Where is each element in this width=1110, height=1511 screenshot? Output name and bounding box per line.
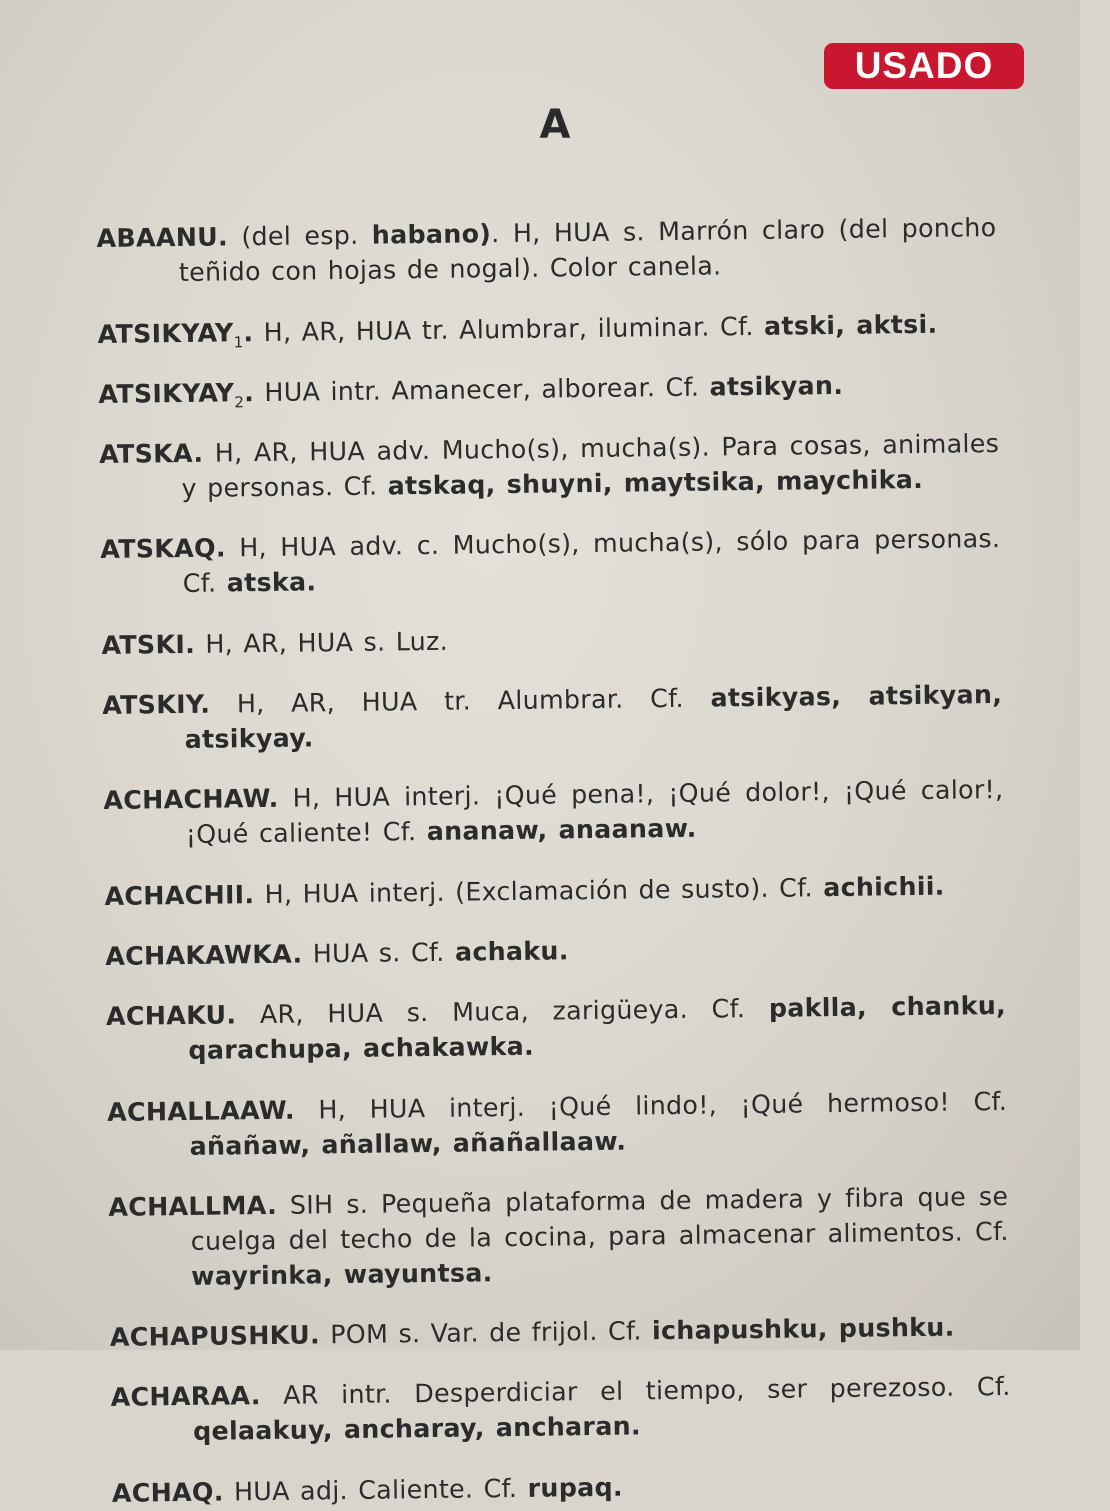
entry-headword: ACHALLAAW. xyxy=(107,1095,295,1127)
entry-definition: H, HUA adv. c. Mucho(s), mucha(s), sólo para personas. Cf. xyxy=(182,524,1001,599)
dictionary-entry xyxy=(101,617,1001,663)
entry-cross-reference: atskaq, shuyni, maytsika, maychika. xyxy=(387,465,924,501)
homonym-number: 2 xyxy=(234,393,245,412)
entry-headword: $ATSIKYAY_1$. xyxy=(97,317,254,351)
entry-cross-reference: ichapushku, pushku. xyxy=(651,1312,955,1346)
entry-headword: ACHALLMA. xyxy=(108,1190,278,1222)
dictionary-entry xyxy=(110,1309,1010,1355)
dictionary-entry xyxy=(96,210,997,291)
entry-definition: H, HUA interj. ¡Qué lindo!, ¡Qué hermoso! Cf. xyxy=(294,1086,1008,1125)
dictionary-entry xyxy=(99,426,1000,507)
entry-cross-reference: qelaakuy, ancharay, ancharan. xyxy=(192,1411,641,1447)
entry-headword: ATSKI. xyxy=(101,629,196,660)
dictionary-entry xyxy=(97,306,997,352)
entry-headword: ATSKA. xyxy=(98,438,204,470)
dictionary-entry xyxy=(102,677,1003,758)
entry-definition: HUA intr. Amanecer, alborear. Cf. xyxy=(253,372,710,407)
dictionary-entry xyxy=(105,928,1005,974)
entry-headword: $ATSIKYAY_2$. xyxy=(98,377,255,412)
entry-definition: SIH s. Pequeña plataforma de madera y fibra que se cuelga del techo de la cocina, para almacenar alimentos. Cf. xyxy=(190,1181,1009,1256)
entry-definition: AR intr. Desperdiciar el tiempo, ser perezoso. Cf. xyxy=(260,1372,1011,1411)
dictionary-entry xyxy=(107,1084,1008,1165)
homonym-number: 1 xyxy=(233,332,244,351)
entry-definition: H, HUA interj. (Exclamación de susto). Cf. xyxy=(254,872,824,909)
entry-headword: ACHAKU. xyxy=(105,1000,237,1032)
entry-headword: ATSKIY. xyxy=(102,689,211,721)
entry-definition: H, AR, HUA adv. Mucho(s), mucha(s). Para cosas, animales y personas. Cf. xyxy=(181,429,1000,504)
entry-cross-reference: atsikyas, atsikyan, atsikyay. xyxy=(184,680,1003,755)
dictionary-entry xyxy=(103,772,1004,853)
dictionary-entry xyxy=(104,868,1004,914)
entry-cross-reference: atski, aktsi. xyxy=(763,309,938,341)
entry-headword: ATSKAQ. xyxy=(100,533,226,565)
entry-definition: POM s. Var. de frijol. Cf. xyxy=(319,1316,653,1350)
entry-definition: . H, HUA s. Marrón claro (del poncho teñido con hojas de nogal). Color canela. xyxy=(178,213,997,288)
section-letter-heading: A xyxy=(539,102,571,148)
dictionary-entry xyxy=(98,366,998,412)
entry-cross-reference: achaku. xyxy=(454,936,569,967)
entry-definition: HUA adj. Caliente. Cf. xyxy=(223,1473,528,1507)
entry-cross-reference: ananaw, anaanaw. xyxy=(426,814,697,847)
entry-cross-reference: paklla, chanku, qarachupa, achakawka. xyxy=(188,991,1007,1066)
entry-headword: ACHAKAWKA. xyxy=(105,939,303,971)
entry-etymology: (del esp. xyxy=(241,220,373,252)
entry-cross-reference: atska. xyxy=(226,567,317,598)
entry-headword: ACHAQ. xyxy=(111,1477,224,1508)
entry-definition: HUA s. Cf. xyxy=(302,937,456,969)
entry-headword: ACHAPUSHKU. xyxy=(109,1320,321,1353)
entry-cross-reference: añañaw, añallaw, añañallaaw. xyxy=(189,1126,627,1161)
entry-cross-reference: atsikyan. xyxy=(709,370,844,402)
entry-headword: ACHACHAW. xyxy=(103,784,279,816)
dictionary-entry-list xyxy=(96,185,1012,1511)
entry-definition: H, AR, HUA s. Luz. xyxy=(194,626,449,659)
dictionary-entry xyxy=(112,1465,1012,1511)
entry-definition: H, AR, HUA tr. Alumbrar, iluminar. Cf. xyxy=(253,311,765,347)
entry-headword: ACHACHII. xyxy=(104,879,255,911)
used-condition-badge: USADO xyxy=(824,43,1024,89)
dictionary-entry xyxy=(110,1369,1011,1450)
dictionary-entry xyxy=(106,988,1007,1069)
entry-cross-reference: achichii. xyxy=(823,871,945,902)
entry-headword: ABAANU. xyxy=(96,222,229,254)
entry-cross-reference: wayrinka, wayuntsa. xyxy=(191,1258,493,1291)
entry-definition: AR, HUA s. Muca, zarigüeya. Cf. xyxy=(236,994,770,1030)
entry-cross-reference: rupaq. xyxy=(527,1472,623,1503)
dictionary-entry xyxy=(108,1179,1009,1295)
entry-definition: H, HUA interj. ¡Qué pena!, ¡Qué dolor!, ¡Qué calor!, ¡Qué caliente! Cf. xyxy=(185,775,1004,850)
entry-etymology-word: habano) xyxy=(371,219,492,250)
dictionary-entry xyxy=(100,521,1001,602)
entry-definition: H, AR, HUA tr. Alumbrar. Cf. xyxy=(209,683,711,719)
entry-headword: ACHARAA. xyxy=(110,1381,261,1413)
